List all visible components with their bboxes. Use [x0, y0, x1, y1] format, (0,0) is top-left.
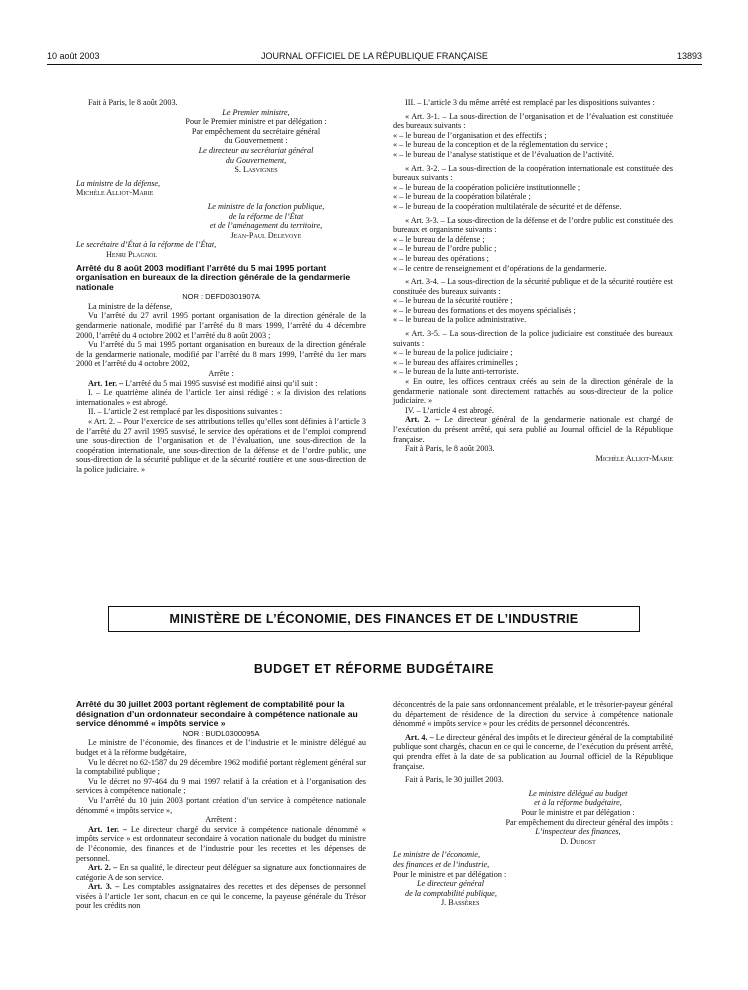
arrete-title: Arrêté du 8 août 2003 modifiant l’arrêté du 5 mai 1995 portant organisation en bureaux de la direction générale de la gendarmerie nationale [76, 262, 351, 292]
me-title-1: Le ministre de l’économie, [393, 850, 481, 860]
fp-minister-title-3: et de l’aménagement du territoire, [209, 221, 323, 231]
article-1: Art. 1er. – L’arrêté du 5 mai 1995 susvisé est modifié ainsi qu’il suit : [88, 378, 318, 388]
paragraph: La ministre de la défense, [88, 301, 173, 311]
signatory-basseres: J. Bassères [441, 898, 480, 908]
signature-date: Fait à Paris, le 8 août 2003. [88, 98, 178, 107]
article-4: Art. 4. – Le directeur général des impôts et le directeur général de la comptabilité publique sont chargés, chacun en ce qui le concerne, de l’exécution du présent arrêté, qui prendra effet à la date de sa publication au Journal officiel de la République française. [393, 732, 673, 771]
fp-minister-title-1: Le ministre de la fonction publique, [207, 201, 325, 211]
pm-title: Le Premier ministre, [222, 107, 290, 117]
list-item: « – le bureau de la coopération multilatérale de sécurité et de défense. [393, 201, 622, 211]
paragraph: I. – Le quatrième alinéa de l’article 1er ainsi rédigé : « la division des relations internationales » est abrogé. [76, 388, 366, 407]
signatory-alliot-marie: Michèle Alliot-Marie [595, 453, 673, 463]
right-column-top [393, 98, 673, 463]
list-item: « – le bureau de la police administrative. [393, 315, 527, 325]
arrete-title: Arrêté du 30 juillet 2003 portant règlement de comptabilité pour la désignation d’un ordonnateur secondaire à compétence nationale au service dénommé « impôts service » [76, 699, 358, 729]
arretent-heading: Arrêtent : [205, 815, 237, 825]
list-item: « – le bureau des opérations ; [393, 253, 489, 263]
article-3: Art. 3. – Les comptables assignataires des recettes et des dépenses de personnel visées à l’article 1er sont, chacun en ce qui le concerne, la payeuse générale du Trésor pour les crédits non [76, 882, 366, 911]
article-3-5: « Art. 3-5. – La sous-direction de la police judiciaire est constituée des bureaux suivants : [393, 329, 673, 348]
pm-delegation: Pour le Premier ministre et par délégation : [185, 117, 327, 127]
right-column-bottom [393, 700, 673, 908]
section-heading: BUDGET ET RÉFORME BUDGÉTAIRE [253, 662, 495, 676]
list-item: « – le bureau de la coopération bilatérale ; [393, 192, 531, 202]
md-title-1: Le ministre délégué au budget [528, 788, 628, 798]
article-3-2: « Art. 3-2. – La sous-direction de la coopération internationale est constituée des bureaux suivants : [393, 163, 673, 183]
list-item: « – le bureau de la lutte anti-terroriste. [393, 367, 519, 377]
md-title-2: et à la réforme budgétaire, [534, 798, 622, 808]
arrete-heading: Arrête : [208, 369, 234, 379]
header-rule [47, 64, 702, 65]
paragraph: II. – L’article 2 est remplacé par les dispositions suivantes : [88, 407, 283, 417]
paragraph: « En outre, les offices centraux créés au sein de la direction générale de la gendarmerie nationale sont directement rattachés au sous-directeur de la police judiciaire. » [393, 377, 673, 406]
md-empechement: Par empêchement du directeur général des impôts : [505, 817, 673, 827]
list-item: « – le bureau des formations et des moyens spécialisés ; [393, 305, 576, 315]
paragraph: Vu l’arrêté du 5 mai 1995 portant organisation en bureaux de la direction générale de la gendarmerie nationale, modifié par l’arrêté du 8 mars 1999, l’arrêté du 1er mars 2000 et l’arrêté du 4 octobre 2002, [76, 340, 366, 369]
ministry-banner: MINISTÈRE DE L’ÉCONOMIE, DES FINANCES ET DE L’INDUSTRIE [108, 606, 640, 632]
signatory-delevoye: Jean-Paul Delevoye [230, 230, 302, 240]
paragraph: Le ministre de l’économie, des finances et de l’industrie et le ministre délégué au budget et à la réforme budgétaire, [76, 738, 366, 757]
pm-empechement-1: Par empêchement du secrétaire général [191, 126, 321, 136]
list-item: « – le bureau de la sécurité routière ; [393, 296, 513, 306]
paragraph: « Art. 2. – Pour l’exercice de ses attributions telles qu’elles sont définies à l’article 3 de l’arrêté du 27 avril 1995 susvisé, le service des opérations et de l’emploi comprend une sous-direction de l’organisation et de l’évaluation, une sous-direction de la coopération internationale, une sous-direction de la défense et de l’ordre public, une sous-direction de la sécurité publique et de la sécurité routière et une sous-direction de la police judiciaire. » [76, 417, 366, 474]
paragraph: III. – L’article 3 du même arrêté est remplacé par les dispositions suivantes : [405, 98, 655, 107]
defense-minister-title: La ministre de la défense, [76, 178, 161, 188]
list-item: « – le bureau de la police judiciaire ; [393, 348, 513, 358]
paragraph: déconcentrés de la paie sans ordonnancement préalable, et le trésorier-payeur général du département de résidence de la direction du service à compétence nationale dénommé « impôts service » pour les crédits de personnel déconcentrés. [393, 700, 673, 729]
signatory-plagnol: Henri Plagnol [106, 249, 158, 259]
left-column-bottom [76, 700, 366, 911]
article-3-1: « Art. 3-1. – La sous-direction de l’organisation et de l’évaluation est constituée des bureaux suivants : [393, 111, 673, 131]
nor-code: NOR : BUDL0300095A [182, 728, 260, 738]
md-inspecteur: L’inspecteur des finances, [535, 827, 621, 837]
md-delegation: Pour le ministre et par délégation : [521, 807, 635, 817]
list-item: « – le bureau de la défense ; [393, 234, 485, 244]
signatory-lasvignes: S. Lasvignes [234, 165, 278, 175]
signatory-dubost: D. Dubost [560, 836, 596, 846]
left-column-top [76, 98, 366, 475]
article-3-3: « Art. 3-3. – La sous-direction de la défense et de l’ordre public est constituée des bureaux et organisme suivants : [393, 215, 673, 235]
list-item: « – le bureau de la conception et de la réglementation du service ; [393, 140, 608, 150]
signature-date: Fait à Paris, le 30 juillet 2003. [405, 775, 504, 785]
list-item: « – le bureau des affaires criminelles ; [393, 357, 518, 367]
signatory-alliot-marie: Michèle Alliot-Marie [76, 188, 154, 198]
paragraph: Vu l’arrêté du 27 avril 1995 portant organisation de la direction générale de la gendarmerie nationale, modifié par l’arrêté du 8 mars 1999, l’arrêté du 4 décembre 2000, l’arrêté du 4 octobre 2002 et l’arrêté du 8 août 2003 ; [76, 311, 366, 340]
me-directeur-1: Le directeur général [417, 879, 484, 889]
article-3-4: « Art. 3-4. – La sous-direction de la sécurité publique et de la sécurité routière est constituée des bureaux suivants : [393, 277, 673, 296]
article-2: Art. 2. – En sa qualité, le directeur peut déléguer sa signature aux fonctionnaires de catégorie A de son service. [76, 863, 366, 882]
header-date: 10 août 2003 [47, 51, 100, 61]
paragraph: Vu le décret no 97-464 du 9 mai 1997 relatif à la création et à l’organisation des services à compétence nationale ; [76, 776, 366, 796]
paragraph: Vu l’arrêté du 10 juin 2003 portant création d’un service à compétence nationale dénommé « impôts service », [76, 795, 366, 815]
paragraph: IV. – L’article 4 est abrogé. [405, 405, 494, 415]
secretary-title: Le secrétaire d’État à la réforme de l’État, [76, 240, 217, 250]
paragraph: Vu le décret no 62-1587 du 29 décembre 1962 modifié portant règlement général sur la comptabilité publique ; [76, 757, 366, 777]
article-2: Art. 2. – Le directeur général de la gendarmerie nationale est chargé de l’exécution du présent arrêté, qui sera publié au Journal officiel de la République française. [393, 415, 674, 444]
list-item: « – le bureau de la coopération policière institutionnelle ; [393, 182, 581, 192]
list-item: « – le centre de renseignement et d’opérations de la gendarmerie. [393, 263, 607, 273]
fp-minister-title-2: de la réforme de l’État [228, 211, 304, 221]
article-1: Art. 1er. – Le directeur chargé du service à compétence nationale dénommé « impôts service » est ordonnateur secondaire à vocation nationale du budget du ministre de l’économie, des finances et de l’industrie pour les recettes et les dépenses de personnel. [76, 824, 366, 863]
me-title-2: des finances et de l’industrie, [393, 859, 490, 869]
nor-code: NOR : DEFD0301907A [182, 292, 260, 302]
directeur-title-2: du Gouvernement, [225, 155, 287, 165]
list-item: « – le bureau de l’organisation et des effectifs ; [393, 130, 547, 140]
header-page-number: 13893 [676, 51, 702, 61]
list-item: « – le bureau de l’ordre public ; [393, 244, 497, 254]
header-journal-title: JOURNAL OFFICIEL DE LA RÉPUBLIQUE FRANÇAISE [261, 51, 488, 61]
signature-date: Fait à Paris, le 8 août 2003. [405, 444, 495, 454]
me-delegation: Pour le ministre et par délégation : [393, 869, 507, 879]
list-item: « – le bureau de l’analyse statistique et de l’évaluation de l’activité. [393, 149, 614, 159]
me-directeur-2: de la comptabilité publique, [405, 888, 497, 898]
pm-empechement-2: du Gouvernement : [224, 136, 288, 146]
directeur-title-1: Le directeur au secrétariat général [198, 145, 314, 155]
